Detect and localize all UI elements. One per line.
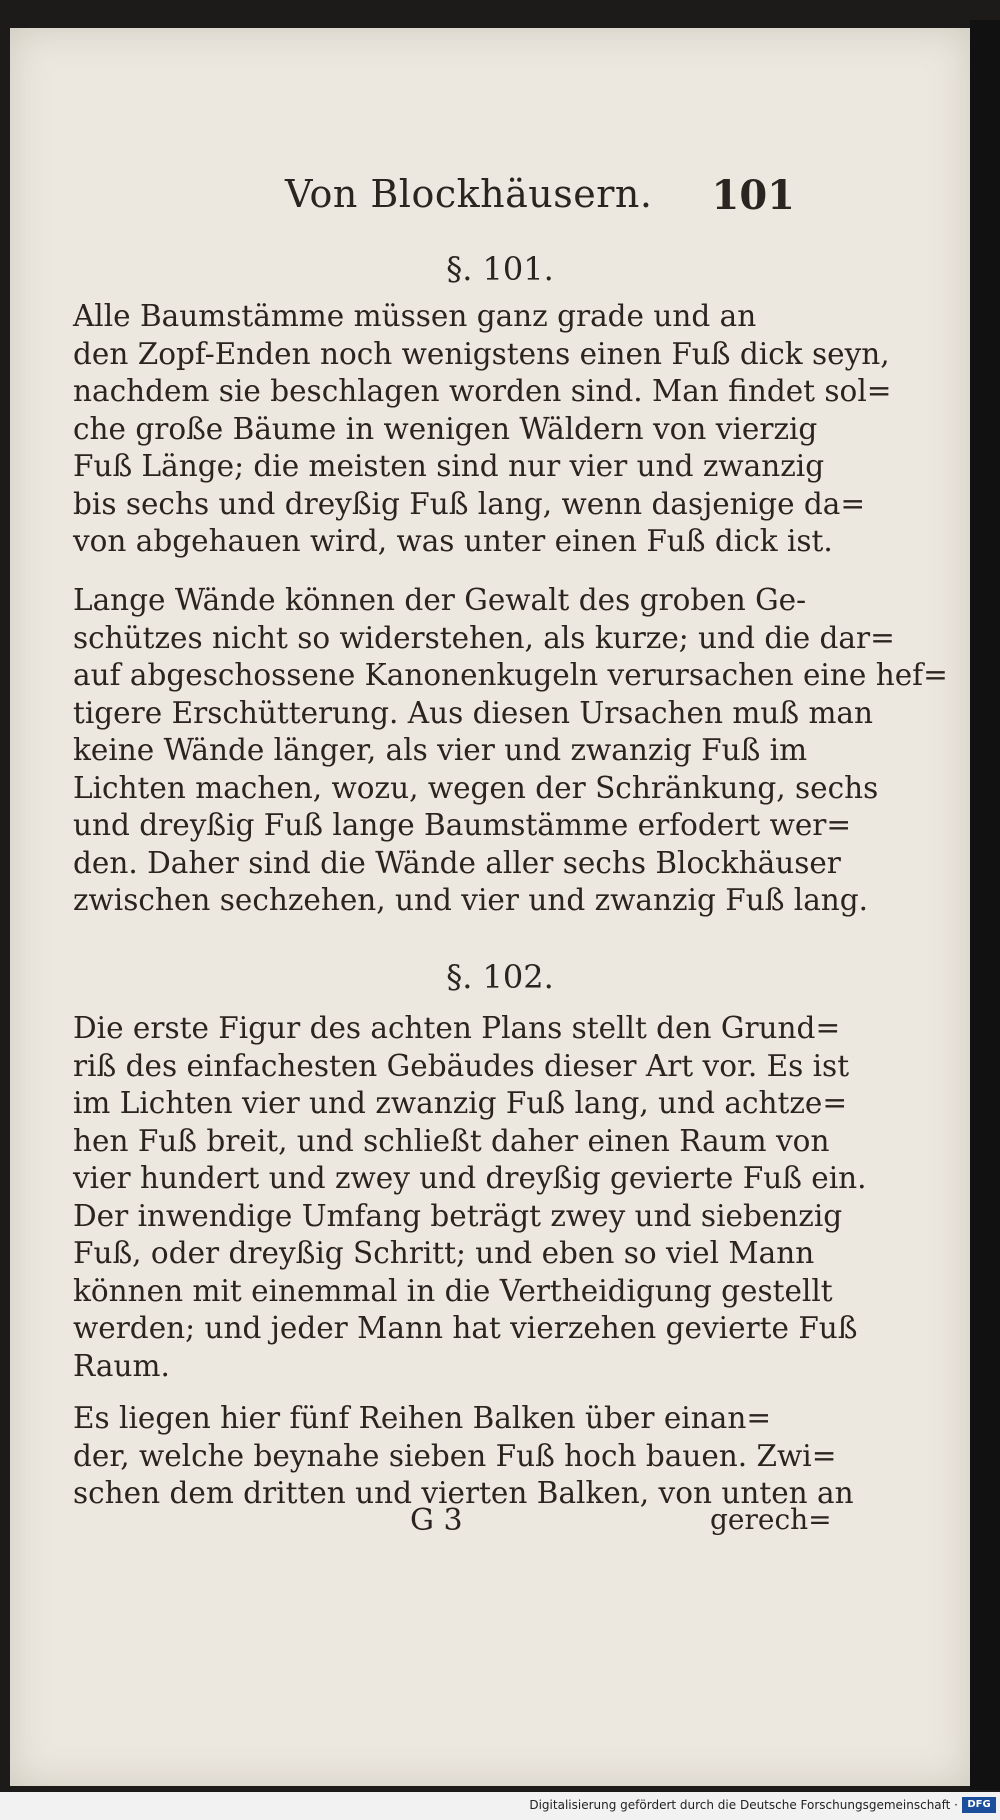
catchword: gerech= (710, 1503, 832, 1536)
text-line: Raum. (73, 1348, 170, 1383)
text-line: von abgehauen wird, was unter einen Fuß dick ist. (73, 524, 833, 558)
section-heading-102: §. 102. (446, 958, 554, 996)
text-line: den Zopf-Enden noch wenigstens einen Fuß dick seyn, (73, 336, 890, 371)
section-heading-101: §. 101. (446, 250, 554, 288)
text-line: zwischen sechzehen, und vier und zwanzig Fuß lang. (73, 883, 869, 917)
text-line: Fuß Länge; die meisten sind nur vier und zwanzig (73, 449, 825, 483)
text-line: hen Fuß breit, und schließt daher einen Raum von (73, 1123, 830, 1158)
text-line: bis sechs und dreyßig Fuß lang, wenn dasjenige da= (73, 486, 866, 521)
text-line: werden; und jeder Mann hat vierzehen gevierte Fuß (73, 1311, 858, 1345)
page-number: 101 (711, 172, 795, 219)
credit-text: Digitalisierung gefördert durch die Deutsche Forschungsgemeinschaft · (529, 1798, 958, 1812)
text-line: riß des einfachesten Gebäudes dieser Art vor. Es ist (73, 1048, 850, 1083)
text-line: Lichten machen, wozu, wegen der Schränkung, sechs (73, 770, 879, 805)
signature-mark: G 3 (410, 1503, 463, 1538)
paragraph (73, 298, 892, 561)
text-line: Der inwendige Umfang beträgt zwey und siebenzig (73, 1198, 843, 1233)
text-line: im Lichten vier und zwanzig Fuß lang, und achtze= (73, 1086, 848, 1120)
credit-bar (0, 1792, 1000, 1820)
text-line: und dreyßig Fuß lange Baumstämme erfodert wer= (73, 808, 852, 842)
paragraph (73, 1010, 867, 1385)
text-line: keine Wände länger, als vier und zwanzig Fuß im (73, 733, 808, 767)
text-line: Die erste Figur des achten Plans stellt den Grund= (73, 1011, 841, 1045)
dfg-logo: DFG (962, 1797, 996, 1813)
running-header (285, 172, 795, 232)
text-line: Es liegen hier fünf Reihen Balken über einan= (73, 1401, 772, 1435)
paragraph (73, 582, 948, 920)
text-line: Fuß, oder dreyßig Schritt; und eben so viel Mann (73, 1236, 815, 1270)
text-line: tigere Erschütterung. Aus diesen Ursachen muß man (73, 695, 874, 730)
running-title: Von Blockhäusern. (285, 172, 653, 216)
text-line: auf abgeschossene Kanonenkugeln verursachen eine hef= (73, 658, 948, 692)
text-line: der, welche beynahe sieben Fuß hoch bauen. Zwi= (73, 1438, 837, 1473)
text-line: Alle Baumstämme müssen ganz grade und an (73, 299, 757, 333)
text-line: che große Bäume in wenigen Wäldern von vierzig (73, 411, 818, 446)
text-line: können mit einemmal in die Vertheidigung gestellt (73, 1273, 833, 1308)
paragraph (73, 1400, 854, 1513)
text-line: schen dem dritten und vierten Balken, von unten an (73, 1476, 854, 1510)
text-line: Lange Wände können der Gewalt des groben Ge- (73, 583, 807, 617)
text-line: vier hundert und zwey und dreyßig gevierte Fuß ein. (73, 1161, 867, 1195)
text-line: schützes nicht so widerstehen, als kurze; und die dar= (73, 620, 895, 655)
text-line: nachdem sie beschlagen worden sind. Man findet sol= (73, 374, 892, 408)
text-line: den. Daher sind die Wände aller sechs Blockhäuser (73, 845, 841, 880)
